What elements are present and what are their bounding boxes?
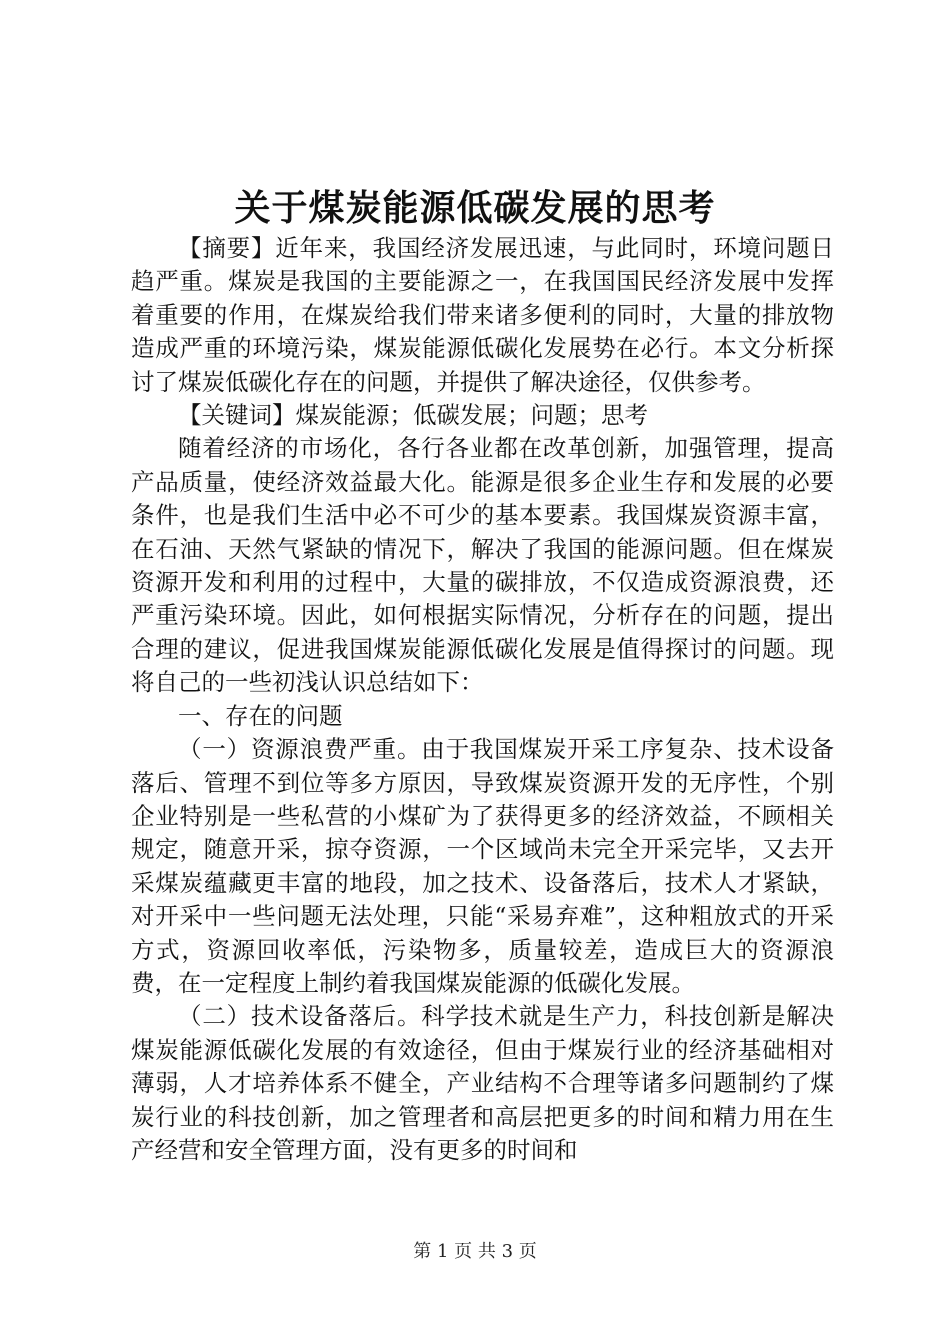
section-paragraph-2: （二）技术设备落后。科学技术就是生产力，科技创新是解决煤炭能源低碳化发展的有效途径，但由于煤炭行业的经济基础相对薄弱，人才培养体系不健全，产业结构不合理等诸多问题制约了煤炭行业的科技创新，加之管理者和高层把更多的时间和精力用在生产经营和安全管理方面，没有更多的时间和 <box>131 1002 834 1164</box>
document-body <box>131 232 834 1167</box>
intro-paragraph: 随着经济的市场化，各行各业都在改革创新，加强管理，提高产品质量，使经济效益最大化。能源是很多企业生存和发展的必要条件，也是我们生活中必不可少的基本要素。我国煤炭资源丰富，在石油、天然气紧缺的情况下，解决了我国的能源问题。但在煤炭资源开发和利用的过程中，大量的碳排放，不仅造成资源浪费，还严重污染环境。因此，如何根据实际情况，分析存在的问题，提出合理的建议，促进我国煤炭能源低碳化发展是值得探讨的问题。现将自己的一些初浅认识总结如下： <box>131 434 834 697</box>
keywords-paragraph: 【关键词】煤炭能源；低碳发展；问题；思考 <box>178 401 648 430</box>
section-heading: 一、存在的问题 <box>178 701 343 730</box>
page-number: 第 1 页 共 3 页 <box>413 1241 537 1262</box>
abstract-paragraph: 【摘要】近年来，我国经济发展迅速，与此同时，环境问题日趋严重。煤炭是我国的主要能源之一，在我国国民经济发展中发挥着重要的作用，在煤炭给我们带来诸多便利的同时，大量的排放物造成严重的环境污染，煤炭能源低碳化发展势在必行。本文分析探讨了煤炭低碳化存在的问题，并提供了解决途径，仅供参考。 <box>131 234 834 396</box>
section-paragraph-1: （一）资源浪费严重。由于我国煤炭开采工序复杂、技术设备落后、管理不到位等多方原因，导致煤炭资源开发的无序性，个别企业特别是一些私营的小煤矿为了获得更多的经济效益，不顾相关规定，随意开采，掠夺资源，一个区域尚未完全开采完毕，又去开采煤炭蕴藏更丰富的地段，加之技术、设备落后，技术人才紧缺，对开采中一些问题无法处理，只能“采易弃难”，这种粗放式的开采方式，资源回收率低，污染物多，质量较差，造成巨大的资源浪费，在一定程度上制约着我国煤炭能源的低碳化发展。 <box>131 735 834 997</box>
document-title: 关于煤炭能源低碳发展的思考 <box>234 187 716 229</box>
